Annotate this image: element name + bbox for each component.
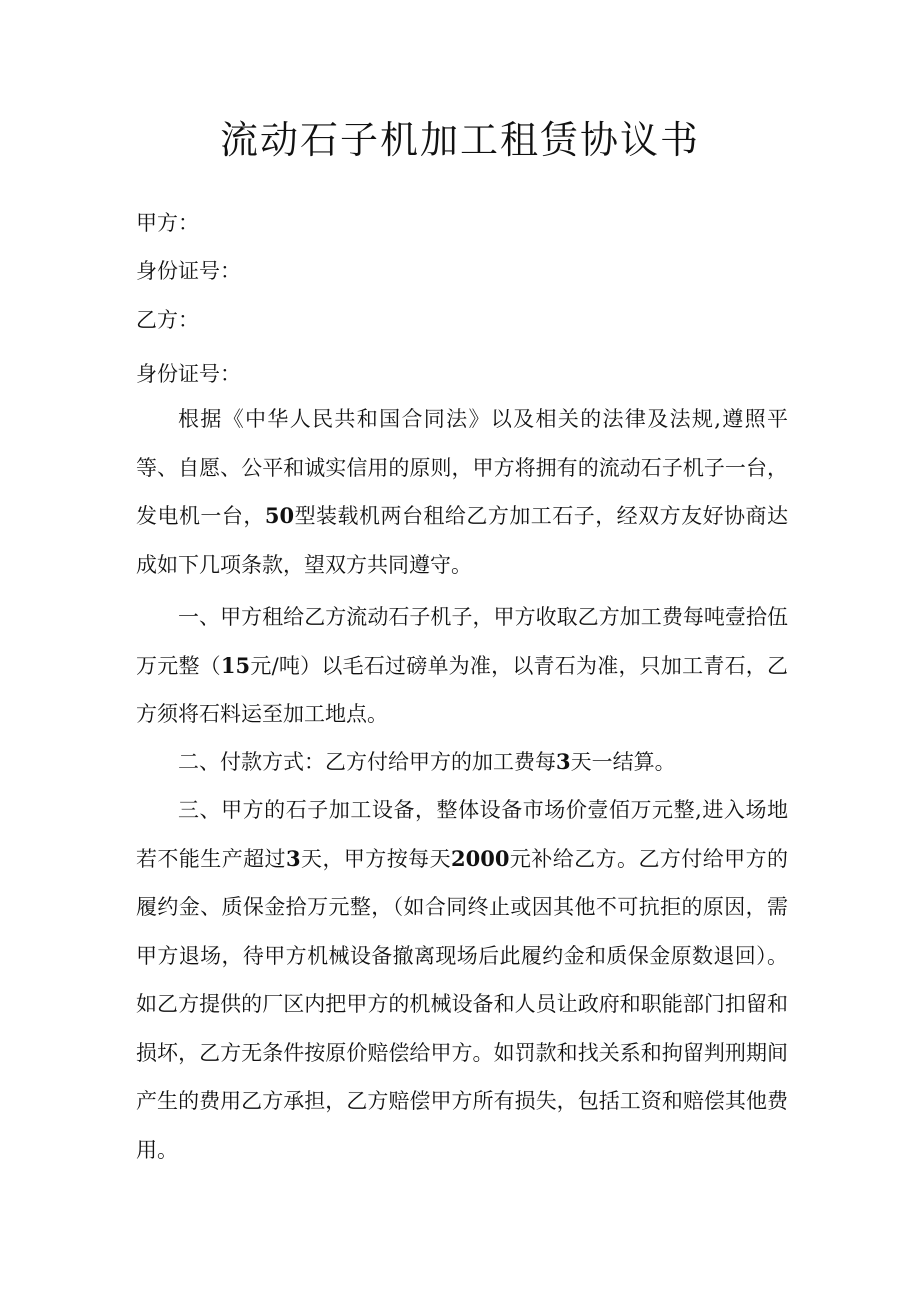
clause-3-text-2: 天，甲方按每天: [300, 846, 452, 871]
clause-2-text-2: 天一结算。: [570, 750, 676, 774]
party-a-field: 甲方：: [136, 211, 199, 235]
clause-2-paragraph: [136, 738, 788, 787]
party-a-id-field: 身份证号：: [136, 259, 241, 283]
party-b-id-field: 身份证号：: [136, 362, 241, 386]
clause-3-text-3: 元补给乙方。乙方付给甲方的履约金、质保金拾万元整，（如合同终止或因其他不可抗拒的原因，需甲方退场，待甲方机械设备撤离现场后此履约金和质保金原数退回）。如乙方提供的厂区内把甲方的机械设备和人员让政府和职能部门扣留和损坏，乙方无条件按原价赔偿给甲方。如罚款和找关系和拘留判刑期间产生的费用乙方承担，乙方赔偿甲方所有损失，包括工资和赔偿其他费用。: [136, 846, 789, 1162]
clause-2-number-1: 3: [556, 749, 571, 774]
intro-number-1: 50: [264, 503, 295, 528]
clause-3-number-2: 2000: [451, 845, 510, 871]
intro-paragraph: [136, 395, 788, 589]
party-b-field: 乙方：: [136, 308, 199, 332]
clause-2-text-1: 二、付款方式：乙方付给甲方的加工费每: [178, 750, 556, 774]
document-title: 流动石子机加工租赁协议书: [219, 118, 700, 162]
clause-1-number-1: 15: [220, 652, 251, 678]
intro-text-2: 型装载机两台租给乙方加工石子，经双方友好协商达成如下几项条款，望双方共同遵守。: [136, 504, 789, 577]
clause-3-paragraph: [136, 786, 788, 1174]
clause-3-number-1: 3: [285, 845, 301, 871]
clause-3-text-1: 三、甲方的石子加工设备，整体设备市场价壹佰万元整,进入场地若不能生产超过: [136, 798, 788, 871]
intro-text-1: 根据《中华人民共和国合同法》以及相关的法律及法规,遵照平等、自愿、公平和诚实信用的原则，甲方将拥有的流动石子机子一台，发电机一台，: [136, 407, 788, 528]
clause-1-paragraph: [136, 593, 788, 739]
clause-1-text-2: 元/吨）以毛石过磅单为准，以青石为准，只加工青石，乙方须将石料运至加工地点。: [136, 653, 789, 726]
clause-1-text-1: 一、甲方租给乙方流动石子机子，甲方收取乙方加工费每吨壹拾伍万元整（: [136, 605, 788, 678]
